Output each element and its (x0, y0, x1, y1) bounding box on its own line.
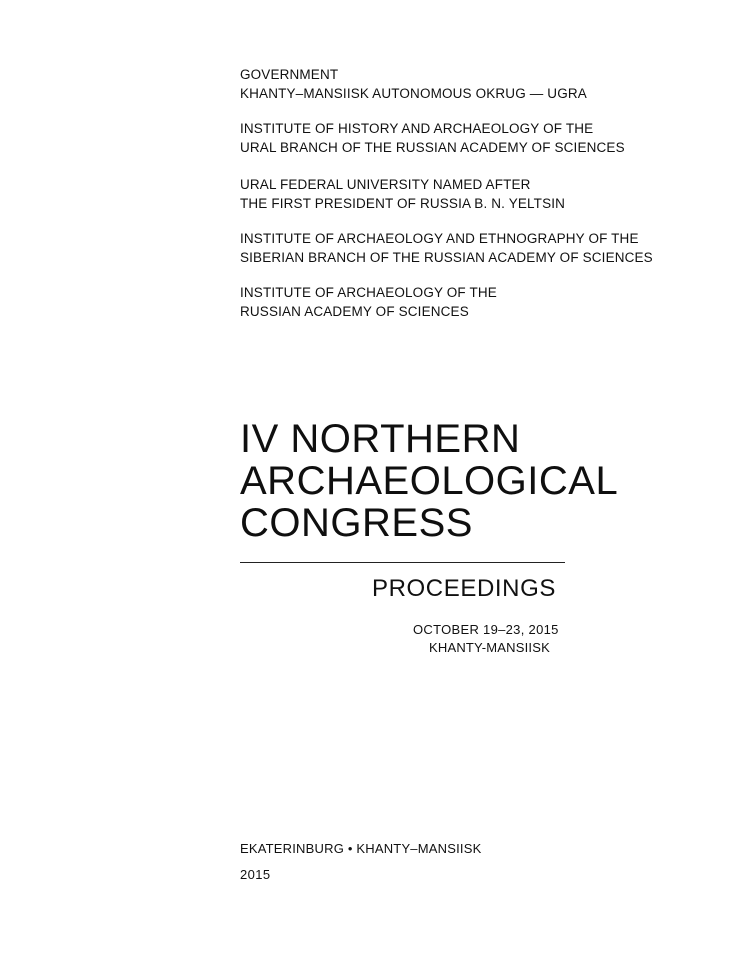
proceedings-subtitle: PROCEEDINGS (372, 575, 556, 602)
organization-institute-history (240, 119, 625, 157)
organization-line: URAL FEDERAL UNIVERSITY NAMED AFTER (240, 177, 531, 192)
organization-line: RUSSIAN ACADEMY OF SCIENCES (240, 304, 469, 319)
organization-line: INSTITUTE OF ARCHAEOLOGY OF THE (240, 285, 497, 300)
organization-institute-archaeology (240, 283, 497, 321)
organization-line: INSTITUTE OF ARCHAEOLOGY AND ETHNOGRAPHY OF THE (240, 231, 639, 246)
organization-line: SIBERIAN BRANCH OF THE RUSSIAN ACADEMY OF SCIENCES (240, 250, 653, 265)
congress-title (240, 418, 618, 544)
organization-line: GOVERNMENT (240, 67, 339, 82)
imprint-cities: EKATERINBURG • KHANTY–MANSIISK (240, 841, 482, 856)
congress-dates: OCTOBER 19–23, 2015 (413, 622, 559, 637)
title-divider (240, 562, 565, 563)
organization-line: KHANTY–MANSIISK AUTONOMOUS OKRUG — UGRA (240, 86, 587, 101)
title-line: IV NORTHERN (240, 417, 521, 461)
organization-line: URAL BRANCH OF THE RUSSIAN ACADEMY OF SCIENCES (240, 140, 625, 155)
congress-place: KHANTY-MANSIISK (429, 640, 550, 655)
organization-institute-archaeology-ethnography (240, 229, 653, 267)
organization-ural-federal-university (240, 175, 565, 213)
organization-line: INSTITUTE OF HISTORY AND ARCHAEOLOGY OF THE (240, 121, 594, 136)
imprint-year: 2015 (240, 867, 271, 882)
title-line: CONGRESS (240, 501, 473, 545)
title-line: ARCHAEOLOGICAL (240, 459, 619, 503)
organization-line: THE FIRST PRESIDENT OF RUSSIA B. N. YELTSIN (240, 196, 566, 211)
organization-government (240, 65, 587, 103)
